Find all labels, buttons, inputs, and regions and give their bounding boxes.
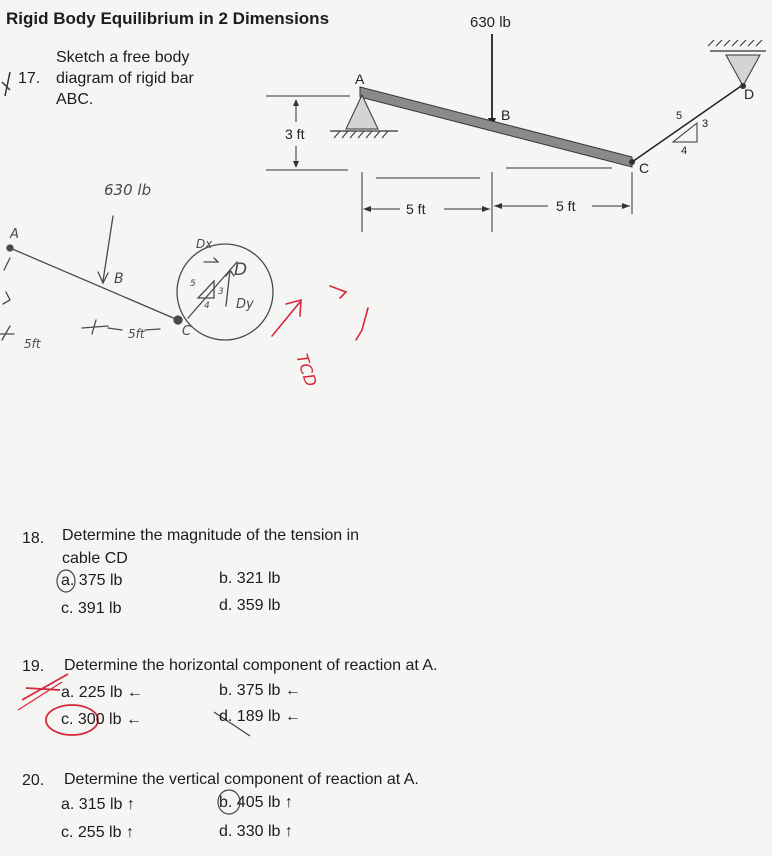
q17-line3: ABC. (56, 91, 94, 108)
sketch-tri-5: 5 (190, 279, 196, 289)
q18-option-b[interactable]: b. 321 lb (219, 570, 281, 587)
cable-cd (632, 84, 744, 162)
load-label: 630 lb (470, 14, 511, 31)
span-2-label: 5 ft (556, 198, 576, 214)
q18-option-c[interactable]: c. 391 lb (61, 600, 122, 617)
label-b: B (501, 107, 511, 123)
sketch-tri-4: 4 (204, 301, 210, 311)
printed-figure (266, 14, 766, 232)
sketch-b: B (114, 271, 124, 287)
slope-5: 5 (676, 110, 683, 122)
q18-line2: cable CD (62, 550, 128, 567)
q19-option-a[interactable]: a. 225 lb ← (61, 684, 143, 701)
q18-line1: Determine the magnitude of the tension in (62, 527, 360, 544)
q20-option-b[interactable]: b. 405 lb ↑ (219, 794, 293, 811)
sketch-bar (10, 248, 178, 320)
span-1-label: 5 ft (406, 201, 426, 217)
sketch-load: 630 lb (104, 181, 152, 199)
q18-option-d[interactable]: d. 359 lb (219, 597, 281, 614)
hand-sketch (0, 216, 273, 340)
sketch-c: C (182, 324, 192, 339)
q17-number: 17. (18, 70, 41, 87)
sketch-dy: Dy (236, 297, 254, 312)
q17-check-mark (2, 72, 10, 96)
sketch-dx: Dx (196, 237, 213, 251)
q18-option-a[interactable]: a. 375 lb (61, 572, 123, 589)
sketch-a: A (10, 227, 19, 242)
q20-option-c[interactable]: c. 255 lb ↑ (61, 824, 134, 841)
label-d: D (744, 86, 755, 102)
q20-number: 20. (22, 772, 45, 789)
q19-number: 19. (22, 658, 45, 675)
label-a: A (355, 71, 365, 87)
page-title: Rigid Body Equilibrium in 2 Dimensions (6, 9, 330, 28)
q19-option-b[interactable]: b. 375 lb ← (219, 682, 301, 699)
hand-labels (9, 181, 254, 351)
label-c: C (639, 160, 650, 176)
q18-number: 18. (22, 530, 45, 547)
red-annotations (272, 286, 368, 389)
q17-line1: Sketch a free body (56, 49, 190, 66)
q17-line2: diagram of rigid bar (56, 70, 194, 87)
bar-abc (360, 87, 632, 167)
tcd-label: TCD (292, 351, 321, 389)
q20-option-d[interactable]: d. 330 lb ↑ (219, 823, 293, 840)
sketch-span-1: 5ft (24, 337, 41, 351)
sketch-tri-3: 3 (218, 287, 224, 297)
q19-option-c[interactable]: c. 300 lb ← (61, 711, 142, 728)
sketch-load-arrow (103, 216, 113, 281)
q20-option-a[interactable]: a. 315 lb ↑ (61, 796, 135, 813)
slope-3: 3 (702, 118, 709, 130)
sketch-circle (177, 244, 273, 340)
sketch-d: D (234, 260, 248, 280)
support-d (726, 55, 760, 86)
tcd-arrow (272, 302, 300, 336)
q19-option-d[interactable]: d. 189 lb ← (219, 708, 301, 725)
q20-line1: Determine the vertical component of reaction at A. (64, 771, 419, 788)
height-label: 3 ft (285, 126, 305, 142)
q19-line1: Determine the horizontal component of reaction at A. (64, 657, 438, 674)
sketch-span-2: 5ft (128, 327, 145, 341)
slope-4: 4 (681, 145, 688, 157)
